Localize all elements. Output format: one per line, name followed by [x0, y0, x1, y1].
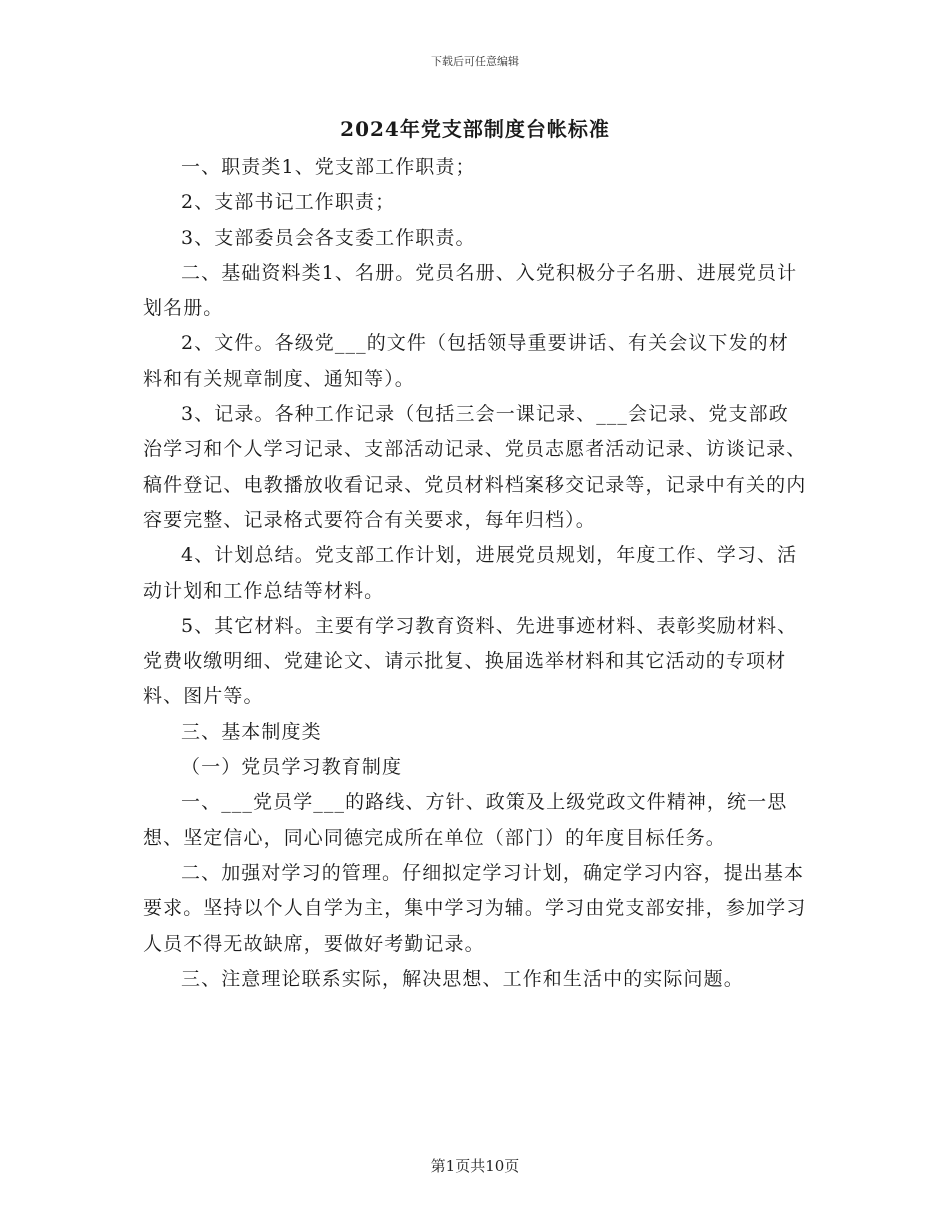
paragraph: 5、其它材料。主要有学习教育资料、先进事迹材料、表彰奖励材料、党费收缴明细、党建论文、请示批复、换届选举材料和其它活动的专项材料、图片等。: [143, 614, 798, 708]
paragraph: 三、注意理论联系实际，解决思想、工作和生活中的实际问题。: [181, 967, 744, 990]
header-note: 下载后可任意编辑: [431, 55, 519, 68]
paragraph: 二、加强对学习的管理。仔细拟定学习计划，确定学习内容，提出基本要求。坚持以个人自学为主，集中学习为辅。学习由党支部安排，参加学习人员不得无故缺席，要做好考勤记录。: [143, 861, 807, 955]
page-number-footer: 第1页共10页: [430, 1157, 520, 1175]
paragraph: （一）党员学习教育制度: [181, 756, 403, 779]
paragraph: 三、基本制度类: [181, 720, 322, 743]
paragraph: 3、支部委员会各支委工作职责。: [181, 226, 476, 249]
paragraph: 一、___党员学___的路线、方针、政策及上级党政文件精神，统一思想、坚定信心，同心同德完成所在单位（部门）的年度目标任务。: [143, 791, 788, 849]
paragraph: 2、支部书记工作职责；: [181, 191, 396, 214]
document-title: 2024年党支部制度台帐标准: [340, 117, 610, 141]
paragraph: 2、文件。各级党___的文件（包括领导重要讲话、有关会议下发的材料和有关规章制度、通知等）。: [143, 332, 789, 390]
paragraph: 4、计划总结。党支部工作计划，进展党员规划，年度工作、学习、活动计划和工作总结等材料。: [143, 544, 798, 602]
paragraph: 二、基础资料类1、名册。党员名册、入党积极分子名册、进展党员计划名册。: [143, 261, 798, 320]
document-body: [143, 150, 807, 997]
paragraph: 3、记录。各种工作记录（包括三会一课记录、___会记录、党支部政治学习和个人学习记录、支部活动记录、党员志愿者活动记录、访谈记录、稿件登记、电教播放收看记录、党员材料档案移交记录等，记录中有关的内容要完整、记录格式要符合有关要求，每年归档）。: [143, 403, 807, 531]
paragraph: 一、职责类1、党支部工作职责；: [181, 156, 476, 178]
